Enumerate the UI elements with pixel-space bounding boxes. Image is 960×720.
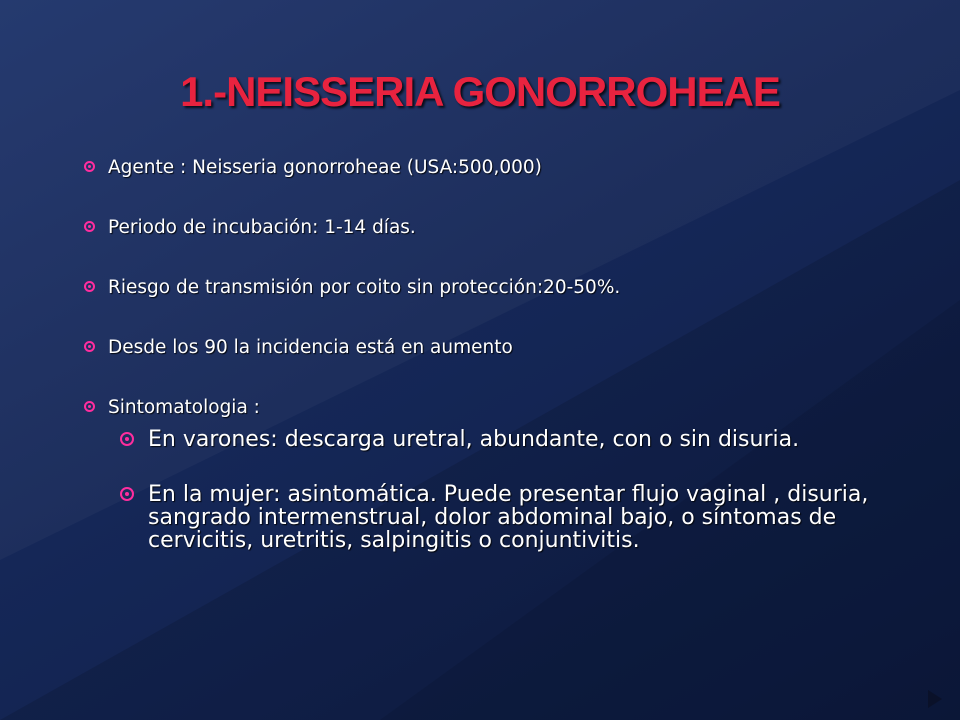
circled-dot-icon [84, 341, 95, 352]
circled-dot-icon [120, 432, 134, 446]
bullet-item-transmission-risk [82, 276, 912, 300]
bullet-text: Riesgo de transmisión por coito sin protección:20-50%. [108, 277, 621, 298]
circled-dot-icon [84, 221, 95, 232]
sub-bullet-text: En varones: descarga uretral, abundante, con o sin disuria. [148, 427, 800, 452]
bullet-list [82, 156, 912, 552]
bullet-item-incubation [82, 216, 912, 240]
bullet-item-agent [82, 156, 912, 180]
circled-dot-icon [84, 281, 95, 292]
sub-bullet-item-women [82, 483, 912, 552]
slide-title: 1.-NEISSERIA GONORROHEAE [180, 68, 780, 115]
bullet-text: Periodo de incubación: 1-14 días. [108, 217, 416, 238]
sub-bullet-item-men [82, 428, 912, 451]
bullet-text: Desde los 90 la incidencia está en aumento [108, 337, 513, 358]
circled-dot-icon [120, 487, 134, 501]
chevron-right-icon[interactable] [924, 688, 946, 710]
bullet-item-symptoms [82, 396, 912, 420]
circled-dot-icon [84, 401, 95, 412]
bullet-text: Sintomatologia : [108, 397, 260, 418]
sub-bullet-text: En la mujer: asintomática. Puede presentar flujo vaginal , disuria, sangrado intermenstrual, dolor abdominal bajo, o síntomas de cervicitis, uretritis, salpingitis o conjuntivitis. [148, 482, 869, 553]
bullet-text: Agente : Neisseria gonorroheae (USA:500,000) [108, 157, 542, 178]
bullet-item-incidence [82, 336, 912, 360]
circled-dot-icon [84, 161, 95, 172]
